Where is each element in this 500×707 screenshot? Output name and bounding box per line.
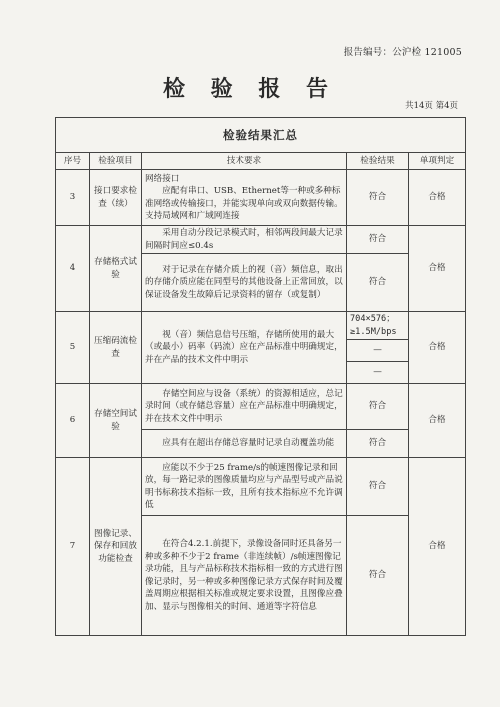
- requirement-line: 对于记录在存储介质上的视（音）频信息，取出的存储介质应能在同型号的其他设备上正常回放，以保证设备发生故障后记录资料的留存（或复制）: [145, 264, 343, 300]
- row-verdict: 合格: [409, 226, 466, 312]
- row-result: 符合: [347, 384, 409, 430]
- col-header-requirement: 技术要求: [142, 153, 347, 170]
- requirement-line: 网络接口: [145, 173, 180, 184]
- row-requirement: [142, 170, 347, 226]
- report-number: 报告编号：公沪检 121005: [343, 47, 462, 58]
- row-verdict: 合格: [409, 458, 466, 636]
- row-item: 接口要求检查（续）: [90, 170, 142, 226]
- row-result: 符合: [347, 226, 409, 254]
- requirement-line: 应具有在超出存储总容量时记录自动覆盖功能: [162, 438, 335, 449]
- row-result: 符合: [347, 254, 409, 312]
- row-requirement: [142, 516, 347, 636]
- row-no: 5: [56, 312, 90, 384]
- col-header-result: 检验结果: [347, 153, 409, 170]
- row-requirement: [142, 458, 347, 516]
- row-verdict: 合格: [409, 312, 466, 384]
- requirement-line: 应能以不少于25 frame/s的帧速图像记录和回放，每一路记录的图像质量均应与产品型号或产品说明书标称技术指标一致，且所有技术指标应不允许调低: [145, 462, 343, 510]
- row-requirement: [142, 430, 347, 458]
- row-result: 符合: [347, 170, 409, 226]
- requirement-line: 存储空间应与设备（系统）的资源相适应，总记录时间（或存储总容量）应在产品标准中明确规定，并在技术文件中明示: [145, 388, 343, 424]
- results-table: [55, 117, 466, 636]
- requirement-line: 应配有串口、USB、Ethernet等一种或多种标准网络或传输接口，并能实现单向或双向数据传输。支持局域网和广域网连接: [145, 186, 343, 221]
- row-requirement: [142, 312, 347, 384]
- row-requirement: [142, 254, 347, 312]
- table-header-row: [56, 153, 466, 170]
- requirement-line: 视（音）频信息信号压缩，存储所使用的最大（或最小）码率（码流）应在产品标准中明确规定，并在产品的技术文件中明示: [145, 329, 343, 365]
- row-result: 符合: [347, 458, 409, 516]
- row-verdict: 合格: [409, 170, 466, 226]
- row-item: 压缩码流检查: [90, 312, 142, 384]
- table-row: [56, 226, 466, 254]
- row-result: 符合: [347, 516, 409, 636]
- row-no: 7: [56, 458, 90, 636]
- table-row: [56, 312, 466, 340]
- document-title: 检 验 报 告: [163, 76, 337, 102]
- table-row: [56, 458, 466, 516]
- col-header-verdict: 单项判定: [409, 153, 466, 170]
- requirement-line: 采用自动分段记录模式时，相邻两段间最大记录间隔时间应≤0.4s: [145, 228, 343, 251]
- row-item: 图像记录、保存和回放功能检查: [90, 458, 142, 636]
- row-verdict: 合格: [409, 384, 466, 458]
- row-result: 符合: [347, 430, 409, 458]
- table-row: [56, 384, 466, 430]
- row-item: 存储空间试验: [90, 384, 142, 458]
- summary-title: 检验结果汇总: [56, 118, 466, 153]
- row-requirement: [142, 226, 347, 254]
- row-result: —: [347, 362, 409, 384]
- row-no: 6: [56, 384, 90, 458]
- requirement-line: 在符合4.2.1.前提下，录像设备同时还具备另一种或多种不少于2 frame（非连续帧）/s帧速图像记录功能，且与产品标称技术指标相一致的方式进行图像记录时，另一种或多种图像记录方式保存时间及覆盖周期应根据相关标准或规定要求设置，且图像应叠加、显示与图像相关的时间、通道等字符信息: [145, 539, 343, 612]
- page-count: 共14页 第4页: [405, 101, 458, 111]
- col-header-no: 序号: [56, 153, 90, 170]
- row-result: —: [347, 340, 409, 362]
- table-row: [56, 170, 466, 226]
- row-requirement: [142, 384, 347, 430]
- row-no: 3: [56, 170, 90, 226]
- row-no: 4: [56, 226, 90, 312]
- col-header-item: 检验项目: [90, 153, 142, 170]
- row-item: 存储格式试验: [90, 226, 142, 312]
- row-result: 704×576；≥1.5M/bps: [347, 312, 409, 340]
